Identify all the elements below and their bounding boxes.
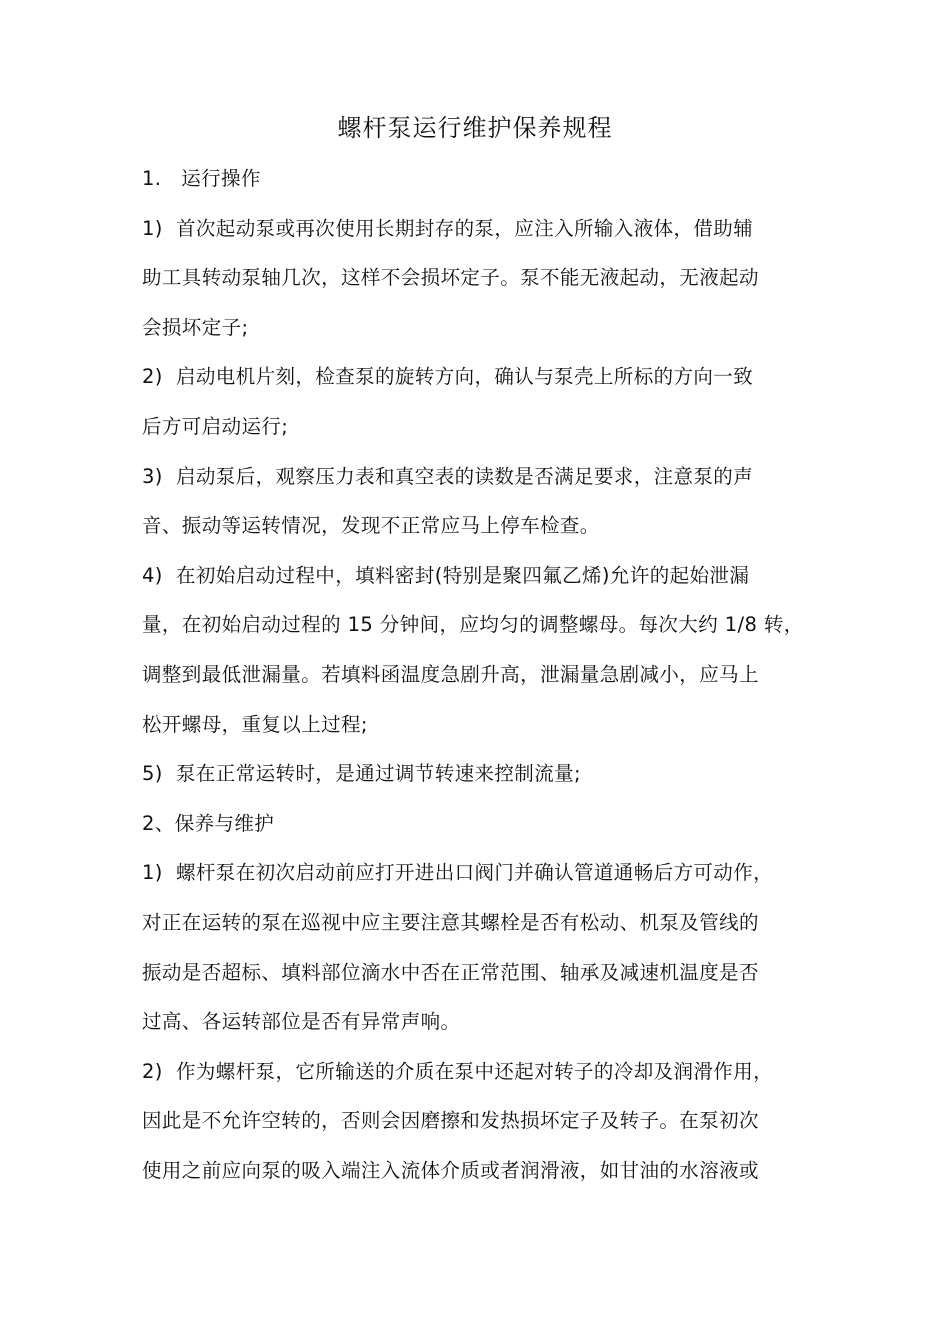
text-line: 1) 螺杆泵在初次启动前应打开进出口阀门并确认管道通畅后方可动作， <box>142 861 774 885</box>
text-line: 松开螺母，重复以上过程; <box>142 712 368 736</box>
text-line: 对正在运转的泵在巡视中应主要注意其螺栓是否有松动、机泵及管线的 <box>142 910 759 934</box>
section-heading: 1. 运行操作 <box>142 167 261 190</box>
text-line: 调整到最低泄漏量。若填料函温度急剧升高，泄漏量急剧减小，应马上 <box>142 662 759 686</box>
text-line: 振动是否超标、填料部位滴水中否在正常范围、轴承及减速机温度是否 <box>142 960 759 984</box>
section-heading: 2、保养与维护 <box>142 811 275 835</box>
text-line: 因此是不允许空转的，否则会因磨擦和发热损坏定子及转子。在泵初次 <box>142 1109 759 1133</box>
document-title: 螺杆泵运行维护保养规程 <box>337 114 613 142</box>
text-line: 2) 启动电机片刻，检查泵的旋转方向，确认与泵壳上所标的方向一致 <box>142 365 754 389</box>
text-line: 过高、各运转部位是否有异常声响。 <box>142 1010 461 1034</box>
text-line: 5) 泵在正常运转时，是通过调节转速来控制流量; <box>142 762 581 786</box>
document-body <box>142 154 814 1195</box>
text-line: 使用之前应向泵的吸入端注入流体介质或者润滑液，如甘油的水溶液或 <box>142 1158 759 1182</box>
text-line: 会损坏定子; <box>142 315 249 339</box>
text-line: 助工具转动泵轴几次，这样不会损坏定子。泵不能无液起动，无液起动 <box>142 266 759 290</box>
text-line: 2) 作为螺杆泵，它所输送的介质在泵中还起对转子的冷却及润滑作用， <box>142 1059 774 1083</box>
text-line: 4) 在初始启动过程中，填料密封(特别是聚四氟乙烯)允许的起始泄漏 <box>142 563 750 587</box>
text-line: 1) 首次起动泵或再次使用长期封存的泵，应注入所输入液体，借助辅 <box>142 216 754 240</box>
text-line: 量，在初始启动过程的 15 分钟间，应均匀的调整螺母。每次大约 1/8 转， <box>142 613 804 637</box>
text-line: 后方可启动运行; <box>142 414 289 438</box>
text-line: 3) 启动泵后，观察压力表和真空表的读数是否满足要求，注意泵的声 <box>142 464 754 488</box>
text-line: 音、振动等运转情况，发现不正常应马上停车检查。 <box>142 514 600 538</box>
